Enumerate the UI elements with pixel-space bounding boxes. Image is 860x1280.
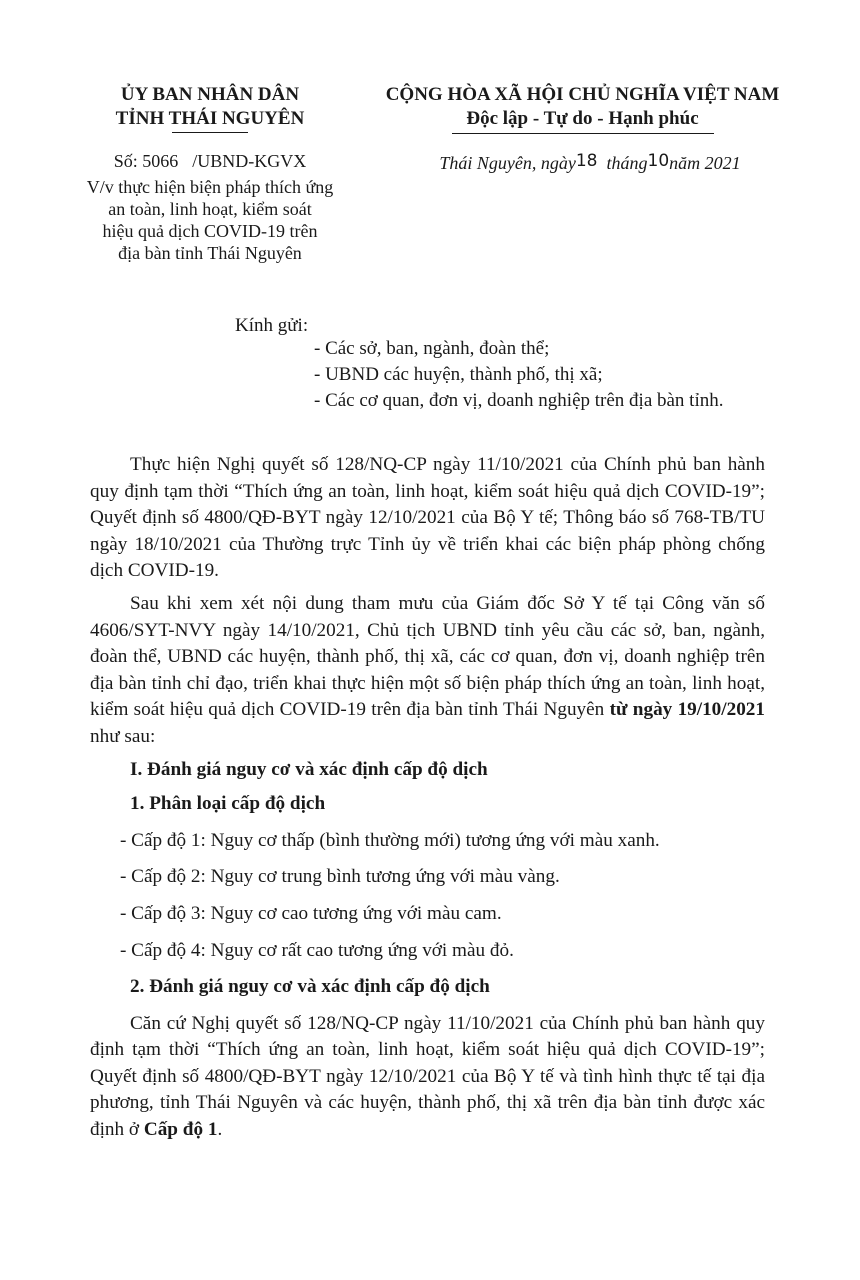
section-heading-1: I. Đánh giá nguy cơ và xác định cấp độ dịch [130, 758, 488, 780]
subsection-heading-1: 1. Phân loại cấp độ dịch [130, 793, 326, 815]
subject-block [60, 176, 360, 264]
date-month: 10 [647, 151, 670, 171]
recipient-item: - Các cơ quan, đơn vị, doanh nghiệp trên địa bàn tỉnh. [314, 390, 724, 411]
doc-number-suffix: /UBND-KGVX [192, 151, 307, 171]
date-day: 18 [575, 151, 598, 171]
doc-number-prefix: Số: 5066 [113, 151, 179, 171]
document-number [60, 150, 360, 172]
date-month-word: tháng [606, 153, 648, 173]
subject-line: an toàn, linh hoạt, kiểm soát [108, 199, 312, 219]
date-year: năm 2021 [669, 153, 741, 173]
national-motto: Độc lập - Tự do - Hạnh phúc [466, 108, 699, 129]
level-item: - Cấp độ 4: Nguy cơ rất cao tương ứng với màu đỏ. [120, 939, 514, 961]
issuer-line-1: ỦY BAN NHÂN DÂN [120, 84, 300, 105]
paragraph-1: Thực hiện Nghị quyết số 128/NQ-CP ngày 11/10/2021 của Chính phủ ban hành quy định tạm thời “Thích ứng an toàn, linh hoạt, kiểm soát hiệu quả dịch COVID-19”; Quyết định số 4800/QĐ-BYT ngày 12/10/2021 của Bộ Y tế; Thông báo số 768-TB/TU ngày 18/10/2021 của Thường trực Tỉnh ủy về triển khai các biện pháp phòng chống dịch COVID-19. [90, 454, 765, 582]
paragraph-2-text: Sau khi xem xét nội dung tham mưu của Giám đốc Sở Y tế tại Công văn số 4606/SYT-NVY ngày 14/10/2021, Chủ tịch UBND tỉnh yêu cầu các sở, ban, ngành, đoàn thể, UBND các huyện, thành phố, thị xã, các cơ quan, đơn vị, doanh nghiệp trên địa bàn tỉnh chỉ đạo, triển khai thực hiện một số biện pháp thích ứng an toàn, linh hoạt, kiểm soát hiệu quả dịch COVID-19 trên địa bàn tỉnh Thái Nguyên [90, 592, 765, 721]
subject-line: hiệu quả dịch COVID-19 trên [102, 221, 318, 241]
recipients-list [314, 336, 724, 414]
level-item: - Cấp độ 1: Nguy cơ thấp (bình thường mới) tương ứng với màu xanh. [120, 829, 660, 851]
subject-line: địa bàn tỉnh Thái Nguyên [118, 243, 302, 263]
subject-line: V/v thực hiện biện pháp thích ứng [86, 177, 334, 197]
motto-underline [452, 133, 714, 134]
issue-date [390, 152, 790, 175]
date-prefix: Thái Nguyên, ngày [439, 153, 576, 173]
issuer-header [90, 83, 330, 133]
paragraph-2-end: như sau: [90, 725, 156, 747]
level-result: Cấp độ 1 [143, 1119, 218, 1141]
issuer-line-2: TỈNH THÁI NGUYÊN [115, 108, 305, 129]
subsection-heading-2: 2. Đánh giá nguy cơ và xác định cấp độ dịch [130, 976, 490, 998]
document-body [90, 452, 765, 1150]
recipient-item: - Các sở, ban, ngành, đoàn thể; [314, 338, 550, 359]
effective-date: từ ngày 19/10/2021 [609, 699, 765, 721]
paragraph-3-text: Căn cứ Nghị quyết số 128/NQ-CP ngày 11/10/2021 của Chính phủ ban hành quy định tạm thời “Thích ứng an toàn, linh hoạt, kiểm soát hiệu quả dịch COVID-19”; Quyết định số 4800/QĐ-BYT ngày 12/10/2021 của Bộ Y tế và tình hình thực tế tại địa phương, tỉnh Thái Nguyên và các huyện, thành phố, thị xã trên địa bàn tỉnh được xác định ở [90, 1012, 765, 1141]
national-title: CỘNG HÒA XÃ HỘI CHỦ NGHĨA VIỆT NAM [385, 84, 780, 105]
level-item: - Cấp độ 2: Nguy cơ trung bình tương ứng với màu vàng. [120, 866, 560, 888]
recipients-label: Kính gửi: [235, 315, 309, 336]
level-item: - Cấp độ 3: Nguy cơ cao tương ứng với màu cam. [120, 902, 502, 924]
paragraph-2 [90, 591, 765, 751]
national-header [355, 83, 810, 134]
issuer-underline [172, 132, 248, 133]
paragraph-3-end: . [217, 1119, 223, 1141]
recipient-item: - UBND các huyện, thành phố, thị xã; [314, 364, 603, 385]
paragraph-3 [90, 1011, 765, 1144]
